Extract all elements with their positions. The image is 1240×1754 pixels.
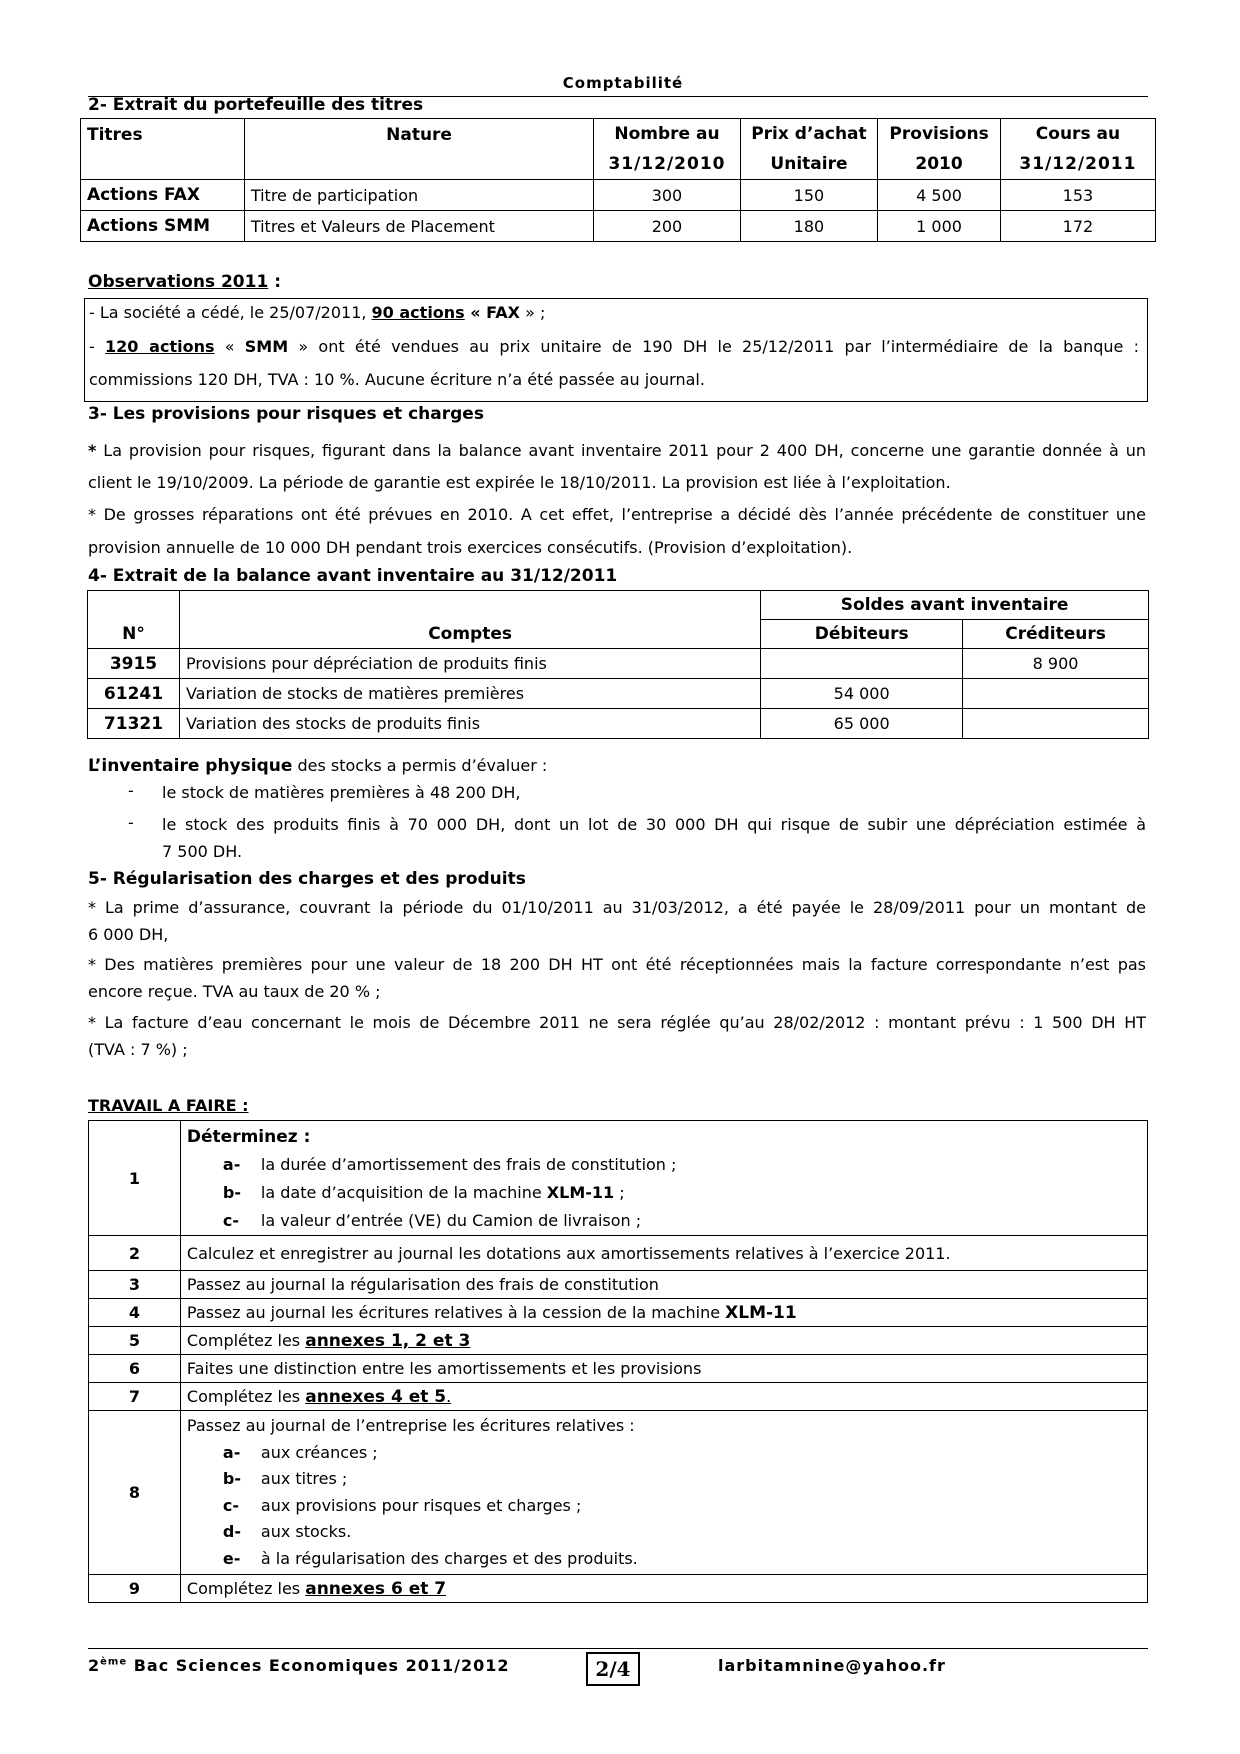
table-row: [81, 180, 1156, 211]
annexes-ref: annexes 1, 2 et 3: [305, 1330, 471, 1351]
obs2-text: » ont été vendues au prix unitaire de 190 DH le 25/12/2011 par l’intermédiaire de la banque :: [288, 337, 1140, 356]
th-prix: [740, 119, 878, 180]
travail-title: TRAVAIL A FAIRE :: [88, 1096, 249, 1115]
task-row-4: [89, 1299, 1148, 1327]
task-text: Faites une distinction entre les amortissements et les provisions: [180, 1355, 1147, 1383]
balance-header-row-1: [88, 591, 1149, 620]
table-row: [88, 709, 1149, 739]
th-prix-line1: Prix d’achat: [751, 124, 867, 144]
item-text: la durée d’amortissement des frais de constitution ;: [260, 1155, 677, 1174]
list-item: [187, 1493, 1141, 1520]
th-nombre-line1: Nombre au: [614, 124, 720, 144]
task-text: Passez au journal la régularisation des frais de constitution: [180, 1271, 1147, 1299]
section-5-para-3b: (TVA : 7 %) ;: [88, 1040, 188, 1059]
list-item: [187, 1546, 1141, 1573]
th-crediteurs: Créditeurs: [963, 620, 1149, 649]
section-4-title: 4- Extrait de la balance avant inventaire au 31/12/2011: [88, 566, 618, 586]
obs2-quote: «: [214, 337, 245, 356]
section-2-title: 2- Extrait du portefeuille des titres: [88, 95, 424, 115]
section-3-title: 3- Les provisions pour risques et charges: [88, 404, 484, 424]
section-5-para-3: * La facture d’eau concernant le mois de Décembre 2011 ne sera réglée qu’au 28/02/2012 : montant prévu : 1 500 DH HT: [88, 1013, 1146, 1032]
item-letter: e-: [222, 1548, 241, 1568]
list-item: [187, 1151, 1141, 1179]
cell-nombre: 200: [594, 211, 740, 242]
cell-compte: Provisions pour dépréciation de produits finis: [179, 649, 760, 679]
cell-credit: [963, 679, 1149, 709]
observation-1: [89, 303, 1139, 322]
cell-debit: 54 000: [761, 679, 963, 709]
cell-num: 71321: [88, 709, 180, 739]
obs1-text: - La société a cédé, le 25/07/2011,: [89, 303, 372, 322]
section-3-para-1b: client le 19/10/2009. La période de garantie est expirée le 18/10/2011. La provision est liée à l’exploitation.: [88, 473, 951, 492]
cell-cours: 172: [1000, 211, 1155, 242]
cell-credit: 8 900: [963, 649, 1149, 679]
task-row-3: [89, 1271, 1148, 1299]
cell-nature: Titres et Valeurs de Placement: [244, 211, 593, 242]
item-text: aux provisions pour risques et charges ;: [260, 1495, 582, 1515]
obs1-end: » ;: [520, 303, 546, 322]
inventaire-bold: L’inventaire physique: [88, 756, 293, 776]
th-cours: [1000, 119, 1155, 180]
item-letter: d-: [222, 1522, 241, 1541]
item-text: aux titres ;: [260, 1469, 348, 1488]
obs2-titre: SMM: [244, 337, 289, 356]
th-num: N°: [88, 591, 180, 649]
item-text: la date d’acquisition de la machine: [260, 1183, 547, 1202]
cell-prix: 150: [740, 180, 878, 211]
th-cours-line2: 31/12/2011: [1019, 154, 1137, 174]
footer-level: 2: [88, 1656, 101, 1675]
footer-class-text: Bac Sciences Economiques 2011/2012: [127, 1656, 510, 1675]
observation-2: [89, 337, 1139, 356]
bullet-dash: -: [128, 781, 134, 800]
cell-num: 61241: [88, 679, 180, 709]
task-num: 6: [89, 1355, 181, 1383]
task-row-5: [89, 1327, 1148, 1355]
annexes-ref: annexes 4 et 5: [305, 1386, 447, 1407]
table-row: [88, 679, 1149, 709]
task-num: 4: [89, 1299, 181, 1327]
item-letter: a-: [222, 1155, 241, 1174]
item-letter: b-: [222, 1183, 241, 1202]
machine-name: XLM-11: [725, 1302, 797, 1323]
item-letter: a-: [222, 1442, 241, 1462]
inventaire-bullet-2b: 7 500 DH.: [162, 842, 243, 861]
task-content: [180, 1121, 1147, 1236]
item-end: ;: [614, 1183, 625, 1202]
item-letter: c-: [222, 1495, 240, 1515]
section-5-para-1b: 6 000 DH,: [88, 925, 169, 944]
cell-compte: Variation de stocks de matières premières: [179, 679, 760, 709]
cell-debit: [761, 649, 963, 679]
th-comptes: Comptes: [179, 591, 760, 649]
section-3-para-2b: provision annuelle de 10 000 DH pendant trois exercices consécutifs. (Provision d’exploitation).: [88, 538, 853, 557]
task-text-part: Complétez les: [186, 1386, 306, 1406]
cell-provisions: 1 000: [878, 211, 1001, 242]
th-titres: Titres: [81, 119, 245, 180]
task-row-6: [89, 1355, 1148, 1383]
th-prov-line2: 2010: [915, 154, 963, 174]
task-text: [180, 1299, 1147, 1327]
footer-class-label: [88, 1656, 510, 1675]
inventaire-bullet-1: le stock de matières premières à 48 200 DH,: [162, 783, 521, 802]
item-text: aux stocks.: [260, 1522, 352, 1541]
titres-table: [80, 118, 1156, 242]
titres-header-row: [81, 119, 1156, 180]
cell-nombre: 300: [594, 180, 740, 211]
cell-titre: Actions SMM: [81, 211, 245, 242]
task-num: 3: [89, 1271, 181, 1299]
task-row-1: [89, 1121, 1148, 1236]
para-text: La provision pour risques, figurant dans la balance avant inventaire 2011 pour 2 400 DH, concerne une garantie donnée à un: [96, 441, 1146, 460]
section-3-para-1: [88, 434, 1146, 467]
item-text: la valeur d’entrée (VE) du Camion de livraison ;: [260, 1211, 642, 1230]
cell-titre: Actions FAX: [81, 180, 245, 211]
list-item: [187, 1519, 1141, 1546]
task-num: 7: [89, 1383, 181, 1411]
star-marker: *: [88, 441, 97, 460]
obs1-titre: « FAX: [464, 303, 520, 322]
th-provisions: [878, 119, 1001, 180]
item-text: aux créances ;: [260, 1442, 378, 1462]
th-soldes: Soldes avant inventaire: [761, 591, 1149, 620]
task-text-part: Passez au journal les écritures relatives à la cession de la machine: [186, 1302, 726, 1322]
th-cours-line1: Cours au: [1035, 124, 1121, 144]
footer-level-sup: ème: [100, 1656, 128, 1668]
observations-title-text: Observations 2011: [88, 272, 269, 292]
bullet-dash: -: [128, 813, 134, 832]
item-text: à la régularisation des charges et des produits.: [260, 1548, 638, 1568]
list-item: [187, 1207, 1141, 1235]
task-num: 5: [89, 1327, 181, 1355]
obs2-qty: 120 actions: [105, 337, 215, 356]
th-prix-line2: Unitaire: [770, 154, 848, 174]
task-text-end: .: [446, 1386, 452, 1406]
task-num: 9: [89, 1575, 181, 1603]
task-num: 1: [89, 1121, 181, 1236]
machine-name: XLM-11: [546, 1183, 615, 1202]
th-prov-line1: Provisions: [889, 124, 989, 144]
cell-credit: [963, 709, 1149, 739]
section-5-para-2: * Des matières premières pour une valeur de 18 200 DH HT ont été réceptionnées mais la facture correspondante n’est pas: [88, 955, 1146, 974]
task-text: [180, 1575, 1147, 1603]
task-text: [180, 1327, 1147, 1355]
task-row-9: [89, 1575, 1148, 1603]
page-header: Comptabilité: [562, 74, 684, 92]
footer-email: larbitamnine@yahoo.fr: [718, 1656, 946, 1675]
list-item: [187, 1466, 1141, 1493]
travail-table: [88, 1120, 1148, 1603]
cell-nature: Titre de participation: [244, 180, 593, 211]
task-row-8: [89, 1411, 1148, 1575]
observations-box: [84, 298, 1148, 402]
item-letter: b-: [222, 1469, 241, 1488]
th-debiteurs: Débiteurs: [761, 620, 963, 649]
th-nombre: [594, 119, 740, 180]
task-num: 8: [89, 1411, 181, 1575]
task-row-7: [89, 1383, 1148, 1411]
task-row-2: [89, 1236, 1148, 1271]
cell-num: 3915: [88, 649, 180, 679]
task-num: 2: [89, 1236, 181, 1271]
observations-colon: :: [268, 272, 282, 292]
item-letter: c-: [222, 1211, 240, 1230]
cell-provisions: 4 500: [878, 180, 1001, 211]
task-text: Calculez et enregistrer au journal les dotations aux amortissements relatives à l’exercice 2011.: [180, 1236, 1147, 1271]
inventaire-bullet-2: le stock des produits finis à 70 000 DH, dont un lot de 30 000 DH qui risque de subir une dépréciation estimée à: [162, 815, 1146, 834]
task-content: [180, 1411, 1147, 1575]
observations-title: [88, 272, 281, 292]
task-text-part: Complétez les: [186, 1330, 306, 1350]
cell-debit: 65 000: [761, 709, 963, 739]
th-nombre-line2: 31/12/2010: [608, 154, 726, 174]
list-item: [187, 1179, 1141, 1207]
task-text-part: Complétez les: [186, 1578, 306, 1598]
task-text: [180, 1383, 1147, 1411]
page-number: 2/4: [586, 1652, 640, 1686]
table-row: [81, 211, 1156, 242]
cell-cours: 153: [1000, 180, 1155, 211]
section-5-title: 5- Régularisation des charges et des produits: [88, 869, 526, 889]
section-3-para-2: * De grosses réparations ont été prévues en 2010. A cet effet, l’entreprise a décidé dès l’année précédente de constituer une: [88, 505, 1146, 524]
table-row: [88, 649, 1149, 679]
cell-compte: Variation des stocks de produits finis: [179, 709, 760, 739]
observation-3: commissions 120 DH, TVA : 10 %. Aucune écriture n’a été passée au journal.: [89, 370, 705, 389]
cell-prix: 180: [740, 211, 878, 242]
section-5-para-2b: encore reçue. TVA au taux de 20 % ;: [88, 982, 381, 1001]
balance-table: [87, 590, 1149, 739]
task-head: Déterminez :: [186, 1127, 311, 1147]
list-item: [187, 1440, 1141, 1467]
th-nature: Nature: [244, 119, 593, 180]
obs2-dash: -: [89, 337, 106, 356]
footer-rule: [88, 1648, 1148, 1649]
task-head: Passez au journal de l’entreprise les écritures relatives :: [186, 1416, 635, 1435]
obs1-qty: 90 actions: [371, 303, 465, 322]
inventaire-rest: des stocks a permis d’évaluer :: [292, 756, 548, 775]
section-5-para-1: * La prime d’assurance, couvrant la période du 01/10/2011 au 31/03/2012, a été payée le 28/09/2011 pour un montant de: [88, 898, 1146, 917]
annexes-ref: annexes 6 et 7: [305, 1578, 447, 1599]
